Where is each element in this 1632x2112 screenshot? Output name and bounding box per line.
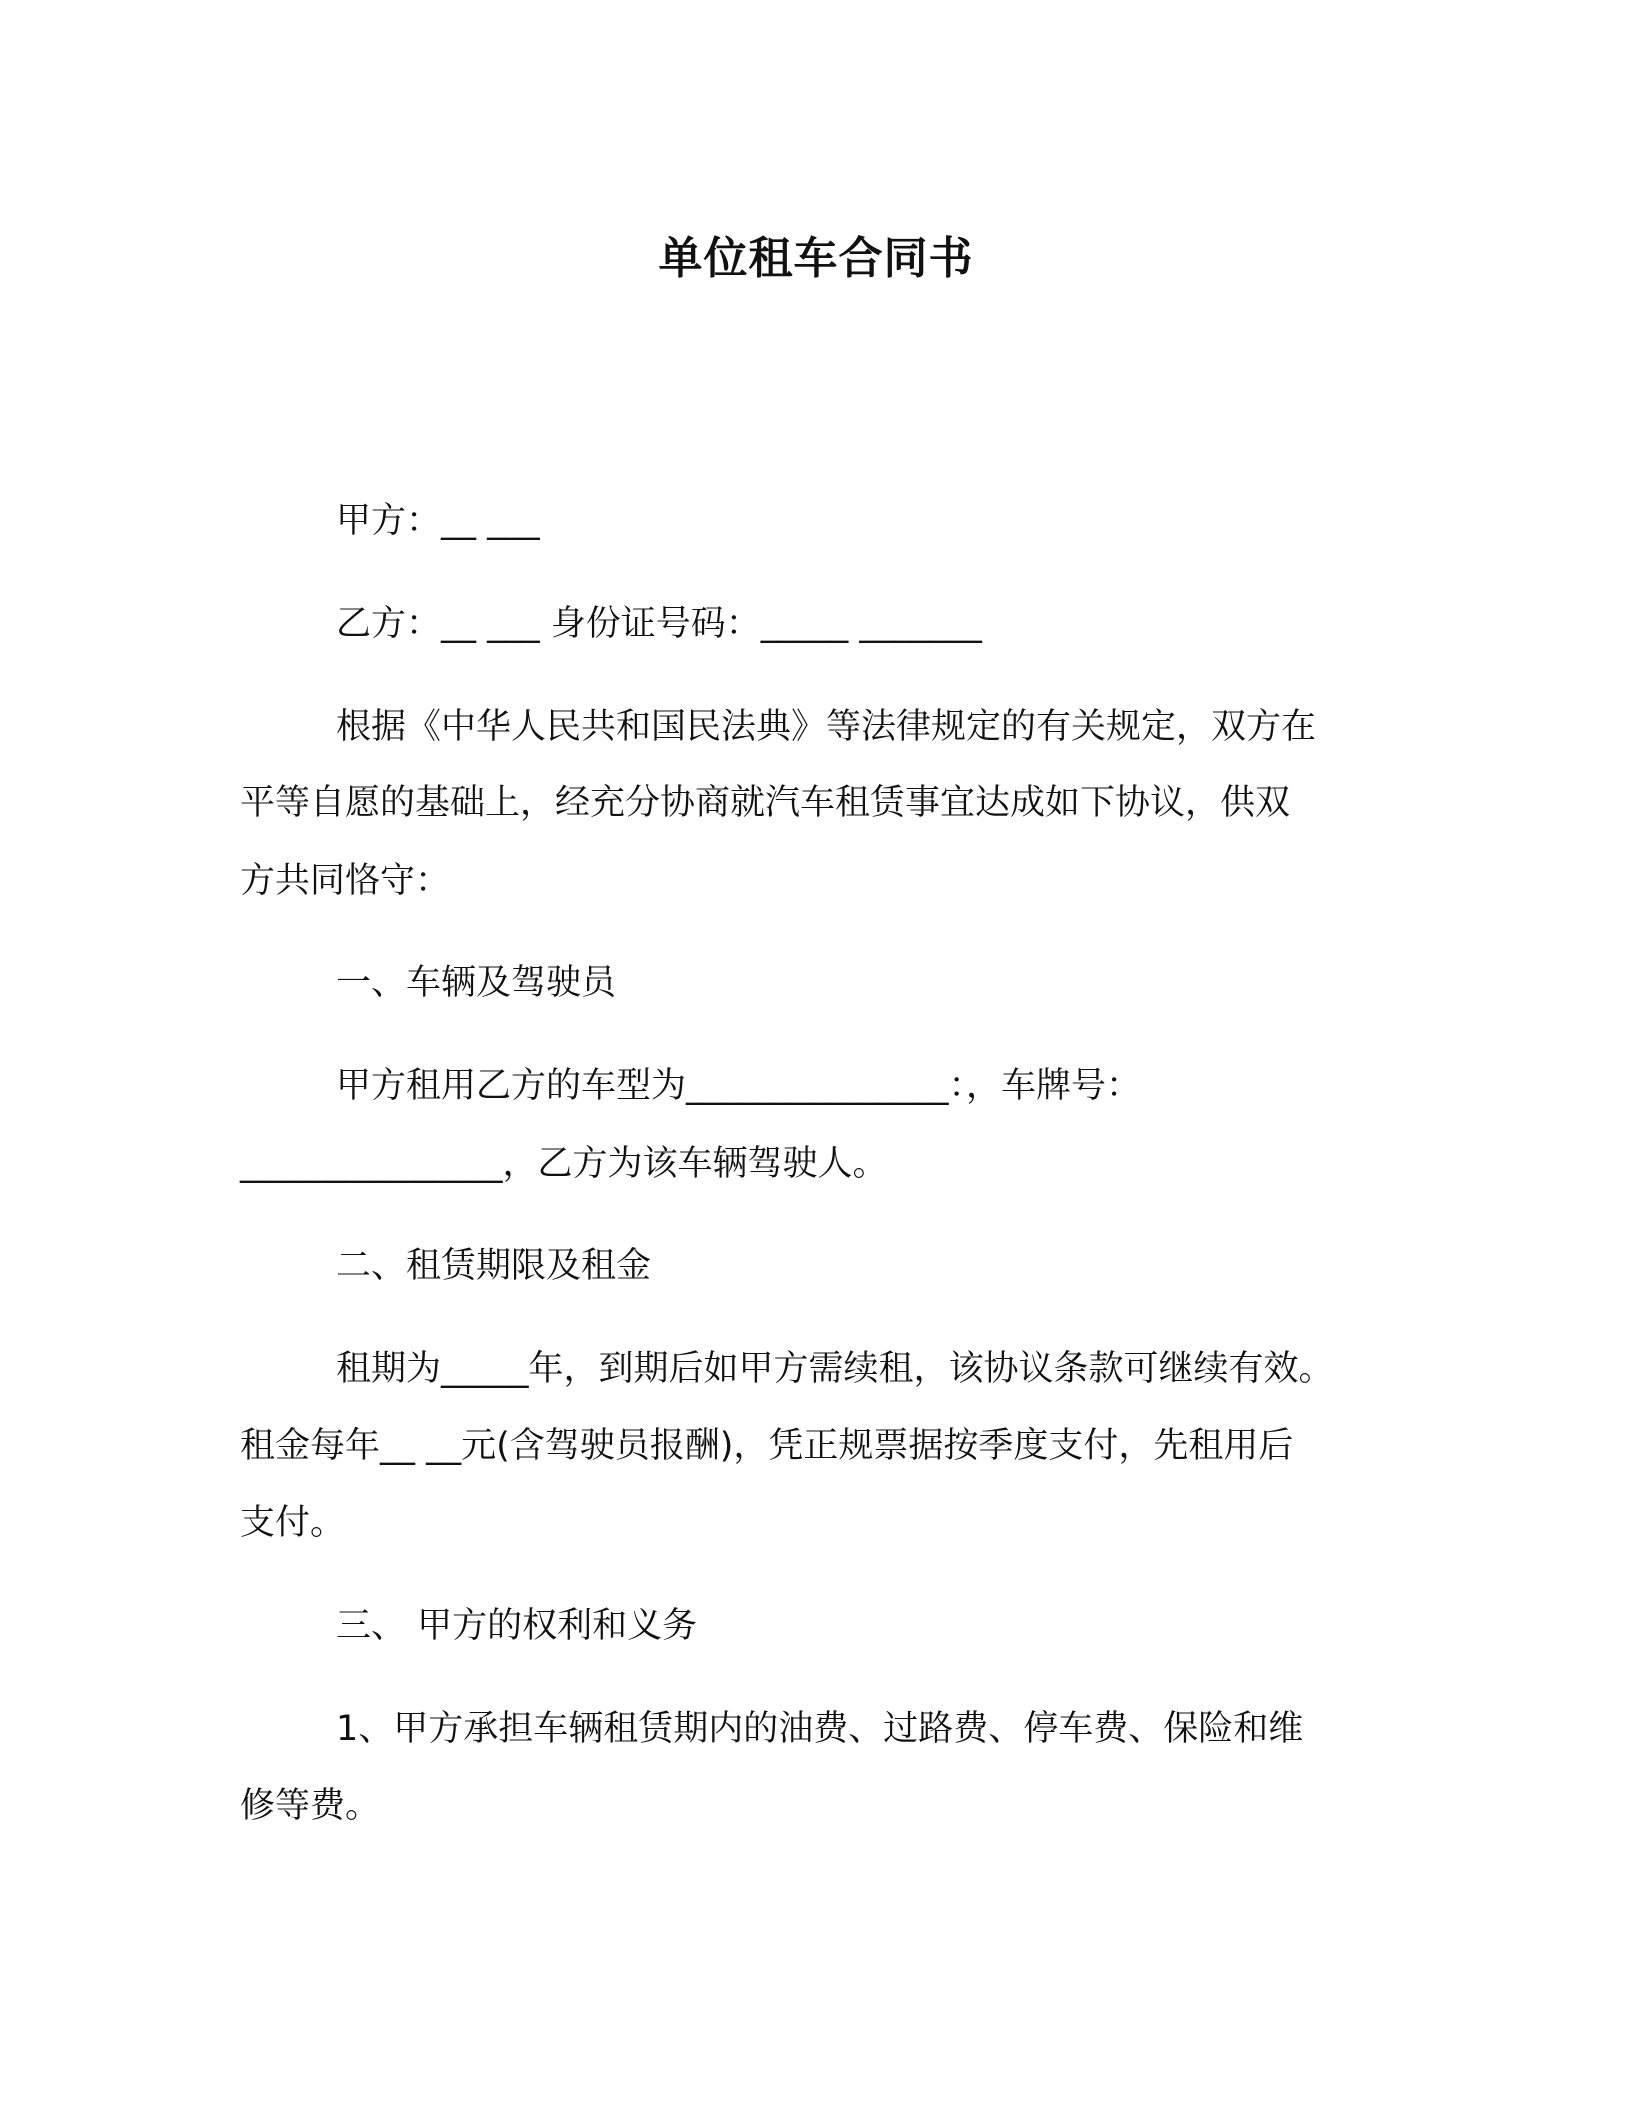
section-2-line-2: 租金每年__ __元(含驾驶员报酬)，凭正规票据按季度支付，先租用后 [240, 1426, 1294, 1466]
section-2-line-1: 租期为_____年，到期后如甲方需续租，该协议条款可继续有效。 [336, 1349, 1334, 1389]
section-heading-2: 二、租赁期限及租金 [336, 1246, 652, 1286]
section-1-line-1: 甲方租用乙方的车型为_______________：，车牌号： [336, 1066, 1142, 1106]
section-3-item-1-line-1: 1、甲方承担车辆租赁期内的油费、过路费、停车费、保险和维 [336, 1709, 1304, 1749]
party-a-line: 甲方：__ ___ [336, 501, 540, 541]
section-2-line-3: 支付。 [240, 1503, 346, 1543]
party-b-line: 乙方：__ ___ 身份证号码：_____ _______ [336, 604, 982, 644]
section-heading-3: 三、 甲方的权利和义务 [336, 1606, 698, 1646]
preamble-line-2: 平等自愿的基础上，经充分协商就汽车租赁事宜达成如下协议，供双 [240, 783, 1291, 823]
preamble-line-1: 根据《中华人民共和国民法典》等法律规定的有关规定，双方在 [336, 707, 1317, 747]
section-1-line-2: _______________，乙方为该车辆驾驶人。 [240, 1144, 888, 1184]
document-title: 单位租车合同书 [658, 233, 974, 284]
section-heading-1: 一、车辆及驾驶员 [336, 963, 617, 1003]
preamble-line-3: 方共同恪守： [240, 861, 451, 901]
section-3-item-1-line-2: 修等费。 [240, 1786, 381, 1826]
